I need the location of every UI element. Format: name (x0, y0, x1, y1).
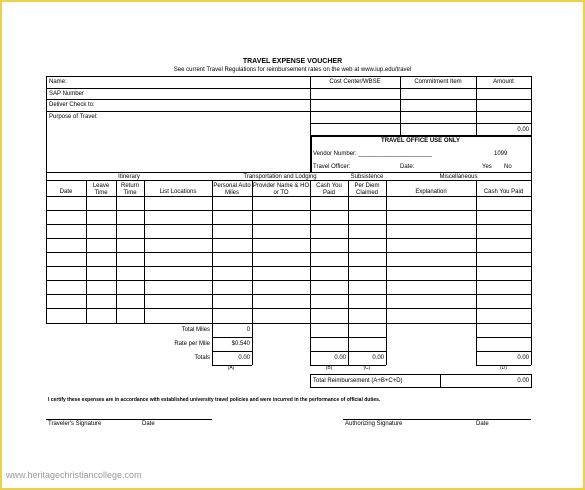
authorizing-signature-label: Authorizing Signature (345, 421, 403, 427)
misc-group: Miscellaneous (439, 174, 478, 180)
transport-group: Transportation and Lodging (243, 174, 317, 180)
a-marker: (A) (227, 365, 235, 371)
rule (46, 88, 532, 89)
rule (310, 337, 386, 338)
name-label: Name: (49, 79, 67, 85)
authorizing-date-label: Date (476, 421, 489, 427)
rule (310, 374, 311, 387)
form-title: TRAVEL EXPENSE VOUCHER (242, 58, 343, 65)
c-marker: (C) (363, 365, 371, 371)
rule (310, 323, 311, 365)
d-total: 0.00 (517, 355, 529, 361)
grid-row-line (46, 294, 532, 295)
certify-statement: I certify these expenses are in accordance with established university travel policies and were incurred in the performance of official duties. (48, 397, 381, 403)
grid-row-line (46, 266, 532, 267)
purpose-label: Purpose of Travel: (49, 114, 98, 120)
c-total: 0.00 (372, 355, 384, 361)
col-provider: Provider Name & HO or TO (252, 183, 310, 196)
officer-label: Travel Officer: (313, 164, 351, 170)
traveler-signature-label: Traveler's Signature (48, 421, 102, 427)
rule (46, 172, 532, 173)
rule (212, 365, 252, 366)
watermark: www.heritagechristiancollege.com (6, 470, 142, 480)
date-label: Date: (400, 164, 415, 170)
totals-label: Totals (194, 355, 210, 361)
rule (531, 374, 532, 387)
col-locations: List Locations (159, 189, 197, 195)
rule (476, 365, 531, 366)
rule (310, 135, 532, 137)
b-marker: (B) (325, 365, 333, 371)
col-explanation: Explanation (415, 189, 447, 195)
rule (46, 180, 532, 181)
rule (310, 374, 532, 375)
grid-row-line (46, 224, 532, 225)
rate-value: $0.540 (231, 341, 250, 347)
sap-label: SAP Number (49, 91, 84, 97)
itinerary-group: Itinerary (118, 174, 140, 180)
travel-office-heading: TRAVEL OFFICE USE ONLY (381, 138, 460, 144)
col-date: Date (59, 189, 73, 195)
amount-header: Amount (493, 79, 514, 85)
rule (476, 337, 531, 338)
rule (46, 76, 532, 77)
rule (476, 351, 531, 352)
no-option: No (504, 164, 512, 170)
traveler-date-label: Date (142, 421, 155, 427)
col-per-diem: Per Diem Claimed (354, 183, 380, 196)
reimbursement-label: Total Reimbursement (A+B+C+D) (313, 378, 403, 384)
col-leave: Leave Time (92, 183, 110, 196)
rule (476, 323, 477, 365)
rule (212, 337, 252, 338)
a-total: 0.00 (238, 355, 250, 361)
deliver-label: Deliver Check to: (49, 102, 95, 108)
rule (46, 99, 532, 100)
d-marker: (D) (500, 365, 507, 371)
col-return: Return Time (120, 183, 139, 196)
traveler-signature-line[interactable] (46, 419, 212, 420)
subsistence-group: Subsistence (350, 174, 384, 180)
b-total: 0.00 (334, 355, 346, 361)
rule (386, 323, 387, 365)
col-miles: Personal Auto Miles (213, 183, 251, 196)
col-misc-cash: Cash You Paid (483, 189, 524, 195)
rule (46, 111, 532, 112)
grid-row-line (46, 210, 532, 211)
rule (252, 323, 253, 365)
form-subtitle: See current Travel Regulations for reimbursement rates on the web at www.iup.edu/travel (173, 67, 412, 73)
grid-row-line (46, 252, 532, 253)
rule (310, 387, 532, 388)
vendor-label: Vendor Number: ______________________ (313, 151, 432, 157)
commitment-header: Commitment Item (414, 79, 462, 85)
vendor-value: 1099 (494, 151, 508, 157)
rule (212, 351, 252, 352)
rule (310, 351, 386, 352)
rule (531, 323, 532, 365)
yes-option: Yes (482, 164, 492, 170)
grid-row-line (46, 196, 532, 197)
total-miles-value: 0 (246, 327, 250, 333)
cost-center-header: Cost Center/WBSE (329, 79, 381, 85)
grid-row-line (46, 280, 532, 281)
rule (310, 123, 532, 124)
grid-row-line (46, 308, 532, 309)
grid-row-line (46, 238, 532, 239)
authorizing-signature-line[interactable] (343, 419, 531, 420)
amount-total: 0.00 (517, 127, 529, 133)
rule (212, 323, 213, 365)
reimbursement-value: 0.00 (517, 378, 529, 384)
total-miles-label: Total Miles (181, 327, 210, 333)
col-cash-paid: Cash You Paid (316, 183, 342, 196)
rule (310, 365, 386, 366)
grid-row-line (46, 323, 532, 324)
rate-label: Rate per Mile (174, 341, 210, 347)
rule (348, 323, 349, 365)
